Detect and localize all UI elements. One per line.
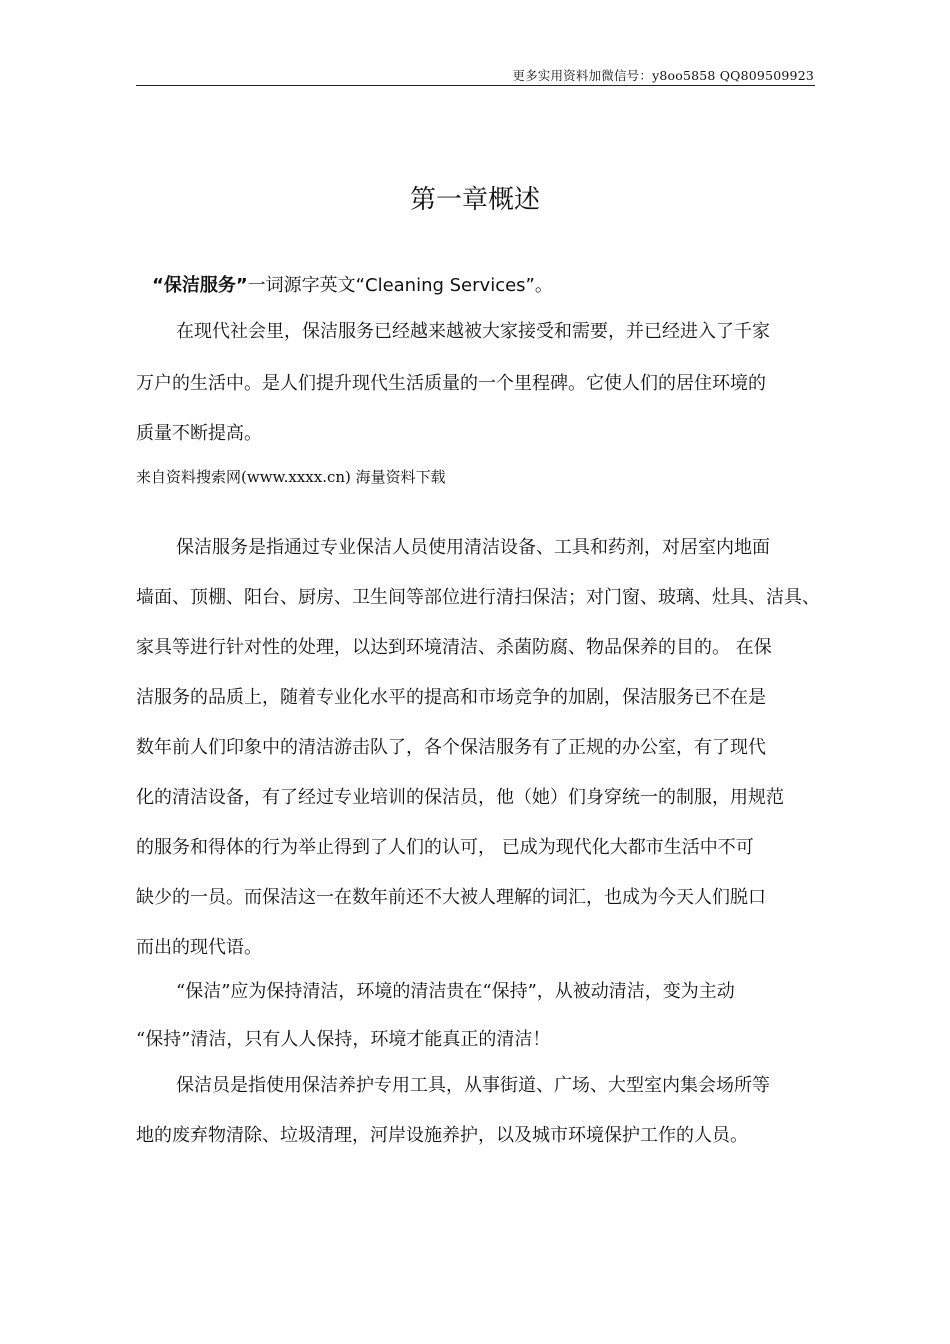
para2-line: 墙面、顶棚、阳台、厨房、卫生间等部位进行清扫保洁；对门窗、玻璃、灶具、洁具、 <box>136 587 820 608</box>
para4-line: 地的废弃物清除、垃圾清理，河岸设施养护，以及城市环境保护工作的人员。 <box>136 1125 748 1146</box>
para1-line: 万户的生活中。是人们提升现代生活质量的一个里程碑。它使人们的居住环境的 <box>136 373 766 394</box>
para1-line: 在现代社会里，保洁服务已经越来越被大家接受和需要，并已经进入了千家 <box>176 321 770 342</box>
para2-line: 缺少的一员。而保洁这一在数年前还不大被人理解的词汇，也成为今天人们脱口 <box>136 887 766 908</box>
para2-line: 洁服务的品质上，随着专业化水平的提高和市场竞争的加剧，保洁服务已不在是 <box>136 687 766 708</box>
intro-text: 一词源字英文“Cleaning Services”。 <box>247 275 553 296</box>
para2-line: 的服务和得体的行为举止得到了人们的认可， 已成为现代化大都市生活中不可 <box>136 837 754 858</box>
intro-line <box>152 274 842 298</box>
source-note: 来自资料搜索网(www.xxxx.cn) 海量资料下载 <box>136 468 446 486</box>
header-divider <box>136 85 815 86</box>
header-note: 更多实用资料加微信号：y8oo5858 QQ809509923 <box>512 68 814 83</box>
para4-line: 保洁员是指使用保洁养护专用工具，从事街道、广场、大型室内集会场所等 <box>176 1075 770 1096</box>
para1-line: 质量不断提高。 <box>136 423 262 444</box>
para2-line: 家具等进行针对性的处理，以达到环境清洁、杀菌防腐、物品保养的目的。 在保 <box>136 637 772 658</box>
para2-line: 化的清洁设备，有了经过专业培训的保洁员，他（她）们身穿统一的制服，用规范 <box>136 787 784 808</box>
para3-line: “保持”清洁，只有人人保持，环境才能真正的清洁！ <box>136 1029 551 1050</box>
para2-line: 而出的现代语。 <box>136 937 262 958</box>
chapter-title: 第一章概述 <box>409 185 540 215</box>
intro-term: “保洁服务” <box>152 275 248 296</box>
para2-line: 保洁服务是指通过专业保洁人员使用清洁设备、工具和药剂，对居室内地面 <box>176 537 770 558</box>
para2-line: 数年前人们印象中的清洁游击队了，各个保洁服务有了正规的办公室，有了现代 <box>136 737 766 758</box>
para3-line: “保洁”应为保持清洁，环境的清洁贵在“保持”，从被动清洁，变为主动 <box>176 981 735 1002</box>
